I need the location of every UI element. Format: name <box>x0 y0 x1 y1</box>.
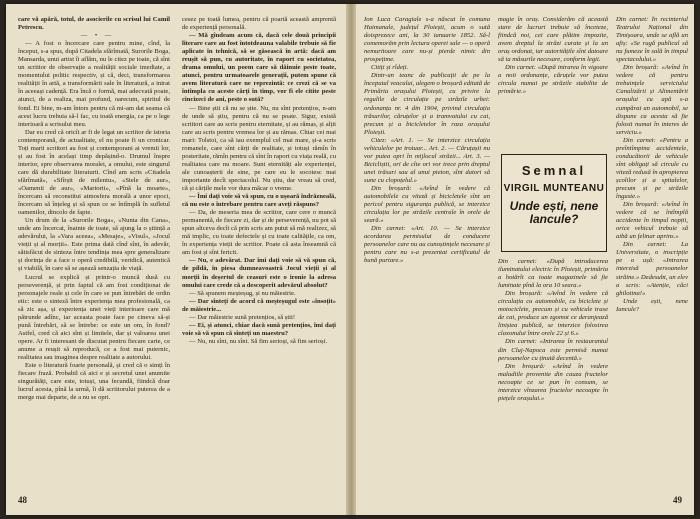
paragraph: Dintr-un teanc de publicații de pe la începutul veacului, alegem o broșură editată de Primăria orașului Ploiești, cu privire la regulile de circulație pe străzile urbei: ordonanța nr. 4 din 1904, privind circulația trăsurilor, căruțelor și a tramvaiului cu cai, precum și a bicicletelor în raza orașului Ploiești. <box>364 72 490 136</box>
book-gutter <box>346 4 356 515</box>
book-spread <box>6 4 694 515</box>
paragraph: — Da, de meseria mea de scriitor, care cere o muncă permanentă, de fiecare zi, dar și de perseverență, nu pot să spun altceva decît că prin scris am putut să mă realizez, să mă implic, cu toate defectele și cu toate calitățile, ca om, în experiența vieții de scriitor. Poate că asta înseamnă că am fost și sînt fericit. <box>182 209 336 257</box>
paragraph: Din carnet: «Art. 10. — Se interzice acordarea permisului de conducere persoanelor care nu au cunoștințele necesare și pentru care nu s-a prezentat certificatul de bună purtare.» <box>364 225 490 265</box>
paragraph: Din broșură: «Avînd în vedere că se întîmplă accidente în timpul nopții, orice vehicul trebuie să aibă un felinar aprins.» <box>616 201 688 241</box>
paragraph: Din broșură: «Avînd în vedere că automobilele cu viteză și bicicletele sînt un pericol pentru siguranța publică, se interzice circulația lor pe străzile centrale în orele de seară.» <box>364 184 490 225</box>
paragraph: Citiți și rîdeți. <box>371 64 409 72</box>
paragraph: Dar eu cred că oricît ar fi de legat un scriitor de istoria contemporană, de actualitate, el nu poate fi un cronicar. Toți marii scriitori au fost și contemporani ai vremii lor, și au fost în același timp depășind-o. Drumul înspre interior, spre observarea moralei, a omului, este singurul care dă durabilitate literaturii. Cînd am scris «Citadela sfărîmată», «Sfîrșit de mileniu», «Stele de aur», «Oamenii de aur», «Martorii», «Pînă la moarte», încercam să reconstitui atmosfera morală a unor epoci, încercam să înțeleg și să spun ce se întîmplă în sufletul oamenilor, dincolo de fapte. <box>18 128 170 217</box>
left-column-2 <box>182 16 336 496</box>
right-column-2-bottom <box>498 258 608 496</box>
right-page <box>356 4 694 515</box>
paragraph: Unde ești, nene Iancule? <box>616 297 688 313</box>
paragraph: — Dar sînteți de acord că meșteșugul este «însoțit» de măiestrie... <box>182 297 336 313</box>
box-author: VIRGIL MUNTEANU <box>503 183 605 194</box>
paragraph: — • — <box>80 32 115 40</box>
paragraph: — Să spunem meșteșug, și nu măiestrie. <box>189 289 296 297</box>
paragraph: Citez: «Art. 1. — Se interzice circulația vehiculelor pe trotuar... Art. 2. — Căruțașii nu vor putea opri în mijlocul străzii... Art. 3. — Bicicliștii, ori de cîte ori vor trece prin dreptul unei trăsuri sau al unui pieton, sînt datori să sune cu clopoțelul.» <box>364 136 490 184</box>
right-column-3 <box>616 16 688 496</box>
paragraph: — Îmi dați voie să vă spun, cu o ușoară îndrăzneală, că nu este o întrebare pentru care aveți răspuns? <box>182 193 336 209</box>
paragraph: Din broșură: «Avînd în vedere că pentru trebuințele serviciului Canalizării și Alimentării orașului cu apă s-a cumpărat un automobil, se dispune ca acesta să fie folosit numai în interes de serviciu.» <box>616 64 688 136</box>
left-column-1 <box>18 16 170 496</box>
paragraph: magie în oraș. Considerăm că această stare de lucruri trebuie să înceteze, fiindcă noi, cei care plătim impozite, avem dreptul la străzi curate și la un oraș ordonat, iar autoritățile sînt datoare să ia măsurile necesare, conform legii. <box>498 16 608 64</box>
paragraph: cesez pe toată lumea, pentru că poartă această amprentă de experiență personală. <box>182 16 336 32</box>
paragraph: — A fost o încercare care pentru mine, cînd, la început, s-a spus, după Citadela sfărîmată, Surorile Boga, Mansarda, unui artist îi aflăm, nu le citez pe toate, că sînt un scriitor de observație a realității sociale imediate, a momentului politic respectiv, și că, deci, transformarea realității în artă, a transformării sale în literatură, a intrat în aceeași cadență. Era încă o formă, mai adecvată poate, atunci, de a realiza, mai profund, oarecum, spiritul de fond. Ei bine, m-am întors pentru că mi-am dat seama că acest lucru trebuia să-l fac, cu toată energia, ca pe o lege interioară a scrisului meu. <box>18 40 170 128</box>
paragraph: Din carnet: «Pentru a preîntîmpina accidentele, conducătorii de vehicule sînt obligați să circule cu viteză redusă în apropierea școlilor și a spitalelor, precum și pe străzile înguste.» <box>616 136 688 201</box>
paragraph: care vă apără, totul, de asocierile cu scrisul lui Camil Petrescu. <box>18 16 170 32</box>
paragraph: Din carnet: «Intrarea în restaurantul din Cluj-Napoca este permisă numai persoanelor cu ținută decentă.» <box>498 338 608 362</box>
page-number-left: 48 <box>18 495 27 505</box>
box-heading: Semnal <box>521 163 587 178</box>
paragraph: Lucrul se explică și printr-o muncă dusă cu perseverență, și prin faptul că am fost condiționat de personajele reale și cele în care se pun întrebări de ordin etic: este o sinteză între experiența mea profesională, ca să zic așa, și experiența unei vieți interioare care mă pătrunde adînc, iar aceasta poate face pe cineva să-și pună întrebări, să se întrebe: ce este un om, în fond? Astfel, cred că aici sînt și limitele, dar și valoarea unei opere. Ar fi interesant de discutat pentru fiecare carte, ce anume a reușit să reproducă, ce a fost mai puternic, realitatea sau imaginea despre realitate a autorului. <box>18 273 170 361</box>
paragraph: Din broșură: «Avînd în vedere maladiile provenite din cauza fructelor necoapte ce se pun în consum, se interzice vînzarea fructelor necoapte în piețele orașului.» <box>498 362 608 402</box>
paragraph: — Mă gîndeam acum că, dacă cele două principii literare care au fost întotdeauna valabile trebuie să fie aplicate în tehnică, să se găsească în artă: dacă am reușit să pun, cu autoritate, în raport cu societatea, drama omului, un poem care să dăinuie peste toate, atunci, pentru urmatoarele generații, putem spune că avem literatură care ne reprezintă: ce crezi că se va întîmpla cu aceste cărți în timp, vor fi ele citite peste cincizeci de ani, peste o sută? <box>182 32 336 104</box>
paragraph: — Bine știi că nu se știe. Nu, nu sînt pretențios, n-am de unde să știu, pentru că nu se poate. Sigur, există scriitori care au scris pentru eternitate, și au rămas, și alții care au scris pentru vremea lor și au rămas. Chiar cei mai mari: Tolstoi, ca să iau exemplul cel mai mare, și-a scris romanele, care sînt cărți de realitate, și totuși rămîn în posteritate, rămîn pentru că sînt în raport cu viața reală, cu realitatea care nu moare. Sunt eternități ale experienței, ale cunoașterii de sine, pe care eu le socotesc mai importante decît spectacolul. Nu știu, dar vreau să cred, că și cărțile mele vor dura măcar o vreme. <box>182 104 336 192</box>
right-column-2-top <box>498 16 608 148</box>
paragraph: Din broșură: «Avînd în vedere că circulația cu automobile, cu biciclete și motociclete, precum și cu vehicule trase de cai, produce un zgomot ce deranjează liniștea publică, se interzice folosirea claxonului între orele 22 și 6.» <box>498 290 608 338</box>
paragraph: Din carnet: «După intrarea în vigoare a noii ordonanțe, căruțele vor putea circula numai pe străzile stabilite de primărie.» <box>498 64 608 96</box>
left-page <box>6 4 346 515</box>
paragraph: Din carnet: În recinteriul Teatrului Național din Timișoara, unde se află un afiș: «Se rugă publicul să nu fumeze în sală în timpul spectacolului.» <box>616 16 688 64</box>
paragraph: — Nu, e adevărat. Dar îmi dați voie să vă spun că, de pildă, în piesa dumneavoastră Jocul vieții și al morții în deșertul de ceasuri este o ironie la adresa omului care crede că a descoperit adevărul absolut? <box>182 257 336 289</box>
paragraph: Un drum de la «Surorile Boga», «Nunta din Cana», unde am încercat, înainte de toate, să ajung la o știință a adevărului, la «Vara aceea», «Mesaje», «Visul», «Jocul vieții și al morții». Este prima dată cînd sînt, în adevăr, sătisfăcut de sinteza între tendința mea spre generalizare și dorința de a face o operă credibilă, veridică, autentică și viabilă, în care să se așează senzația de viață. <box>18 217 170 273</box>
paragraph: — Nu, nu sînt, nu sînt. Să fim serioși, să fim serioși. <box>189 337 328 345</box>
paragraph: Din carnet: La Universitate, o inscripție pe o ușă: «Intrarea interzisă persoanelor străine.» Dedesubt, un elev a scris: «Atenție, căci ghilotina!» <box>616 241 688 297</box>
right-column-1 <box>364 16 490 496</box>
paragraph: — Dar măiestrie sună pretențios, să știi! <box>189 313 296 321</box>
paragraph: — Ei, și atunci, chiar dacă sună pretențios, îmi dați voie să vă spun că sînteți un maestru? <box>182 321 336 337</box>
paragraph: Din carnet: «După introducerea iluminatului electric în Ploiești, primăria a hotărît ca toate magazinele să fie luminate pînă la ora 10 seara.» <box>498 258 608 290</box>
semnal-box <box>501 154 607 252</box>
page-number-right: 49 <box>673 495 682 505</box>
paragraph: Ion Luca Caragiale s-a născut în comuna Haimanale, județul Ploiești, acum o sută doisprezece ani, la 30 ianuarie 1852. Să-l comemorăm prin lectura operei sale — o operă nemuritoare care nu-și pierde nimic din prospețime. <box>364 16 490 64</box>
box-title: Unde ești, nene Iancule? <box>509 199 599 226</box>
paragraph: Este o literatură foarte personală, și cred că o simți în fiecare frază. Probabil că aici e și secretul unei anumite singurătăți, care este, totuși, una fecundă, fiindcă doar lucrul acesta, pînă la urmă, îi dă scriitorului puterea de a merge mai departe, de a nu se opri. <box>18 362 170 402</box>
